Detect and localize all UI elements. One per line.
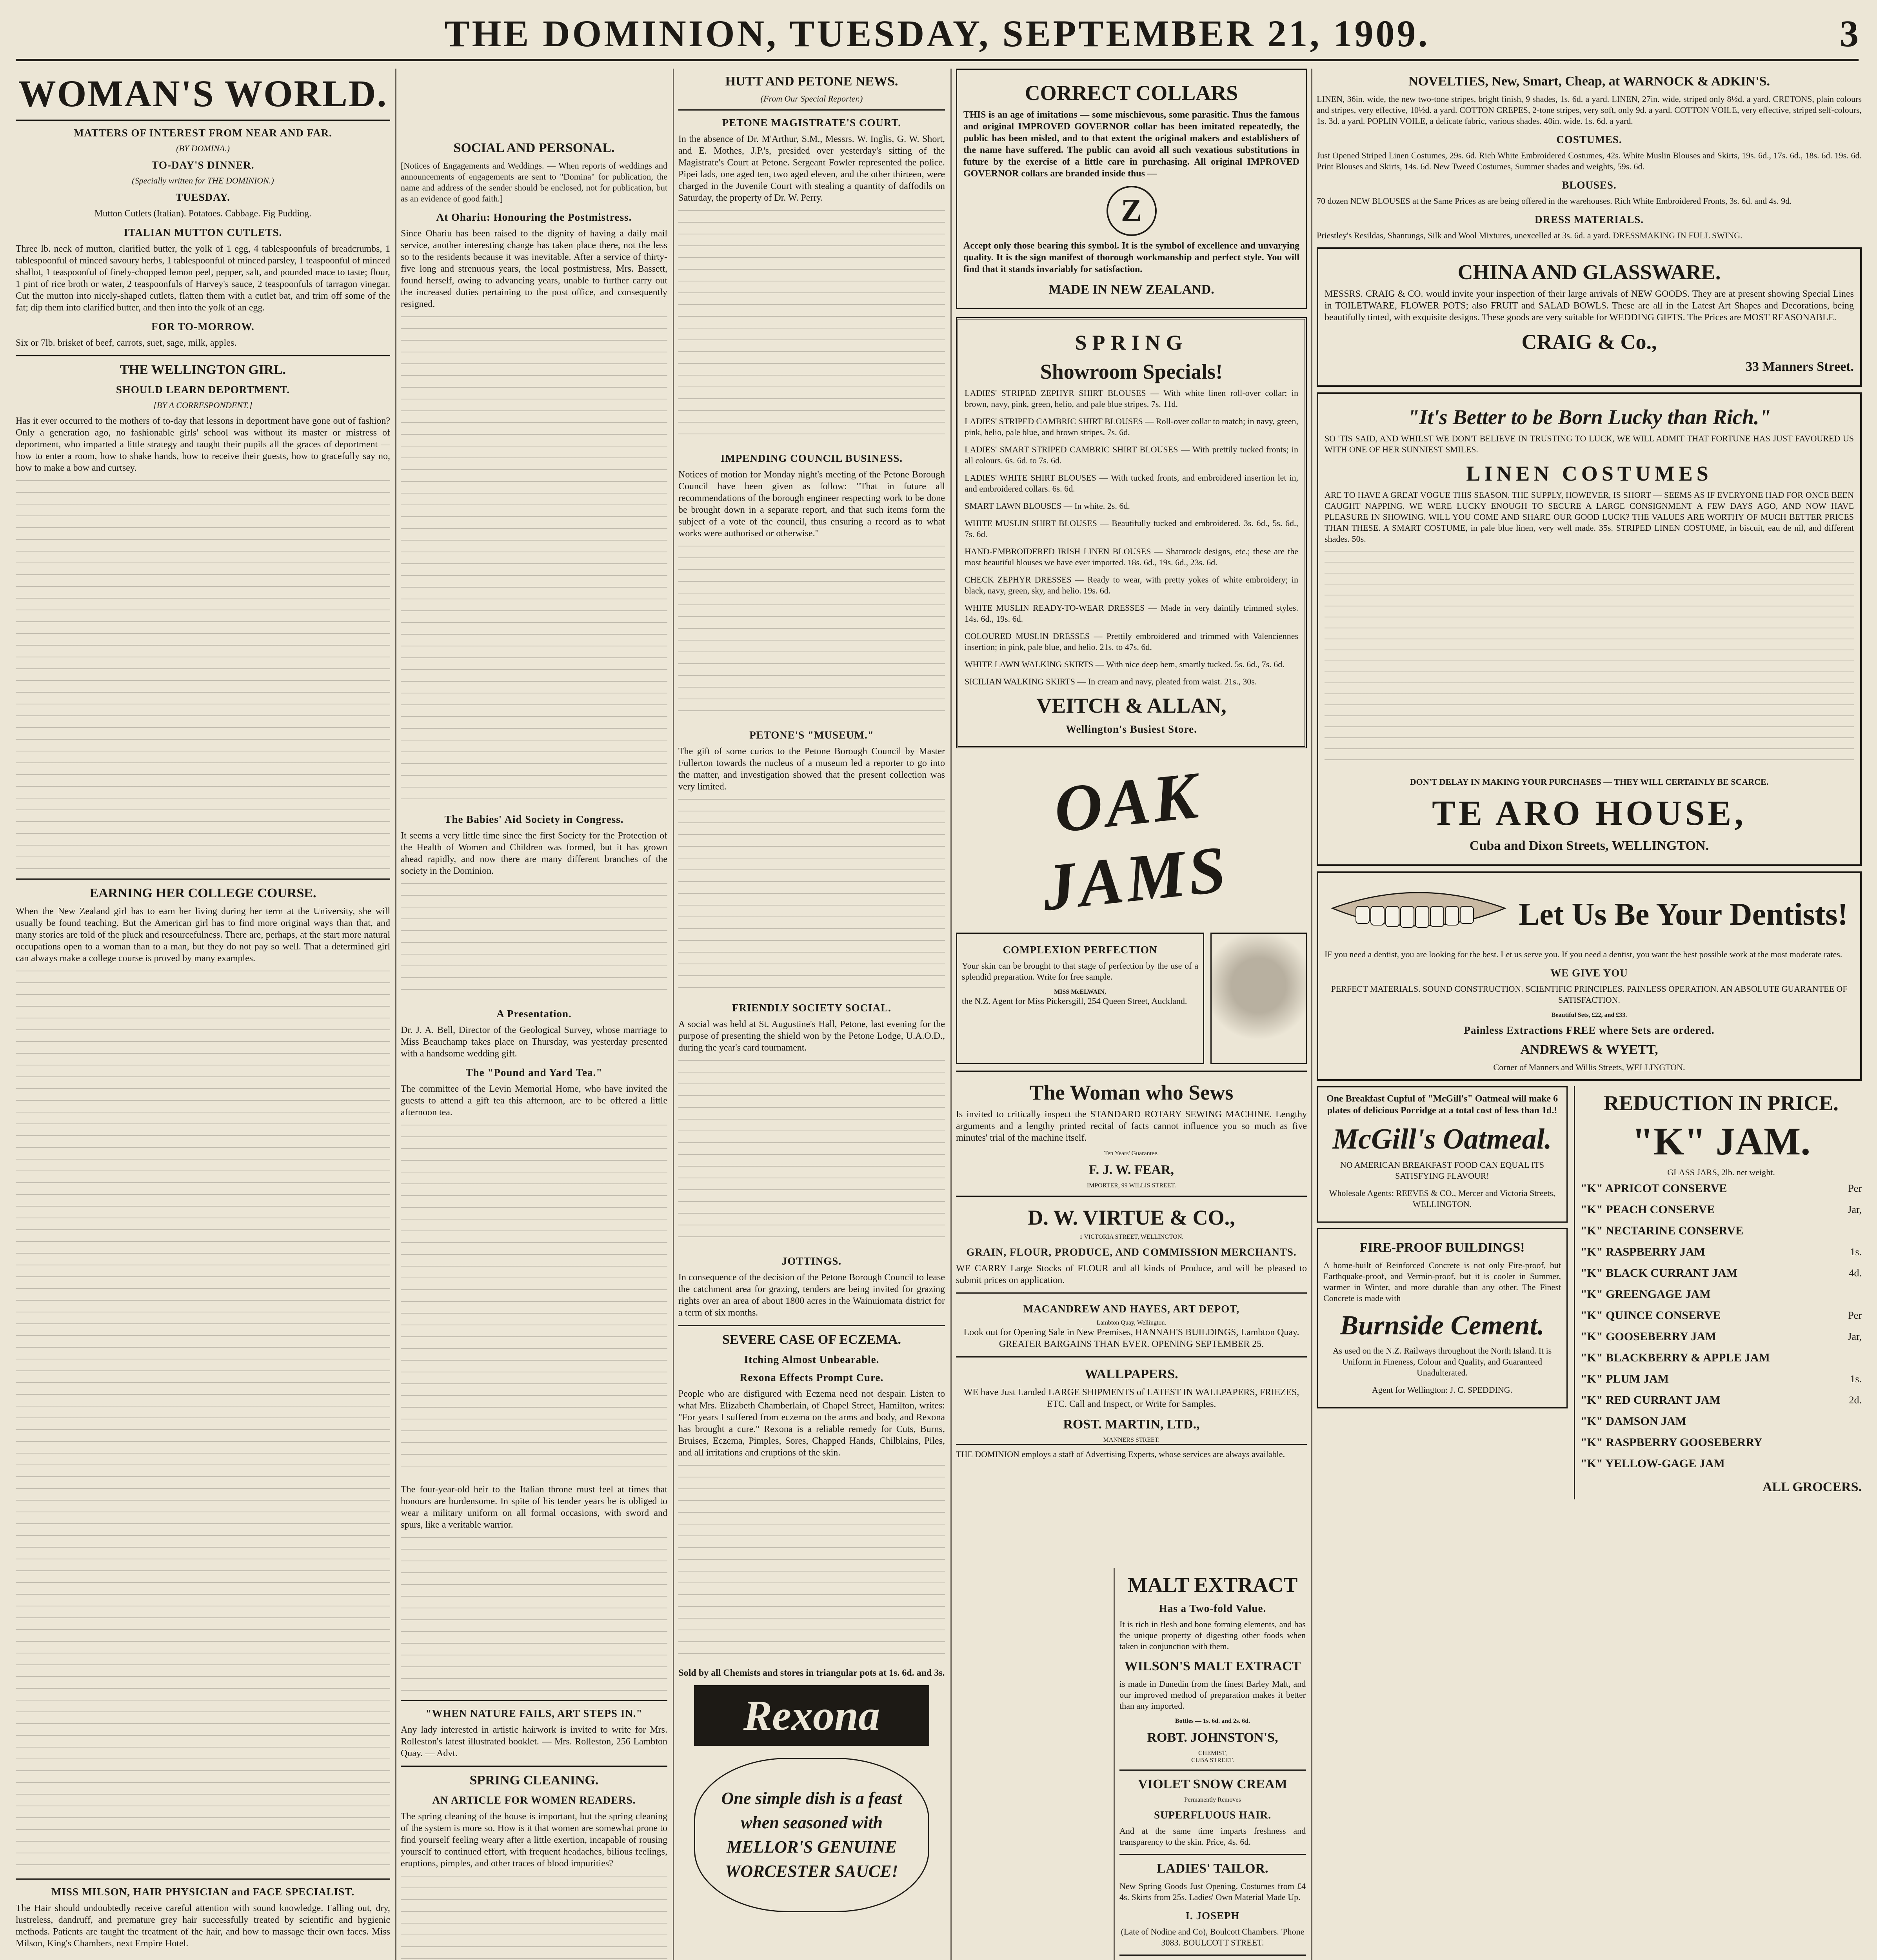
ad-text: Your skin can be brought to that stage of perfection by the use of a splendid preparation. Write for free sample.	[962, 961, 1198, 982]
article-text: Since Ohariu has been raised to the dignity of having a daily mail service, another interesting change has taken place there, not the less so to the residents because it was inevitable. After a service of thirty-five long and strenuous years, the local postmistress, Mrs. Bassett, found herself, owing to advancing years, unable to further carry out the increased duties pertaining to the post office, and consequently resigned.	[401, 229, 667, 309]
ad-text: A home-built of Reinforced Concrete is not only Fire-proof, but Earthquake-proof, and Vermin-proof, but it is cooler in Summer, warmer in Winter, and more durable than any other. The Finest Concrete is made with	[1323, 1260, 1561, 1303]
portrait-illustration	[1210, 933, 1307, 1064]
ad-text: PERFECT MATERIALS. SOUND CONSTRUCTION. SCIENTIFIC PRINCIPLES. PAINLESS OPERATION. AN ABSOLUTE GUARANTEE OF SATISFACTION.	[1331, 984, 1848, 1005]
article-text: It seems a very little time since the first Society for the Protection of the Health of Women and Children was formed, but it has grown ahead rapidly, and now there are many different branches of the society in the Dominion.	[401, 831, 667, 876]
section-heading: WOMAN'S WORLD.	[18, 73, 388, 114]
oak-jams-logo: OAK JAMS	[1039, 758, 1232, 925]
ad-subheading: COSTUMES.	[1556, 134, 1622, 145]
text-filler	[678, 546, 945, 722]
spring-item: LADIES' SMART STRIPED CAMBRIC SHIRT BLOUSES — With prettily tucked fronts; in all colours. 6s. 6d. to 7s. 6d.	[965, 445, 1298, 465]
jam-item	[1581, 1368, 1862, 1390]
ad-text: And at the same time imparts freshness and transparency to the skin. Price, 4s. 6d.	[1119, 1826, 1306, 1847]
ad-name: ROST. MARTIN, LTD.,	[1063, 1417, 1200, 1432]
column-rule	[395, 69, 396, 1960]
article-heading: FRIENDLY SOCIETY SOCIAL.	[732, 1002, 891, 1014]
jam-item-price: 2d.	[1849, 1394, 1862, 1406]
text-filler	[678, 1465, 945, 1661]
spring-item: LADIES' WHITE SHIRT BLOUSES — With tucked fronts, and embroidered insertion let in, and embroidered collars. 6s. 6d.	[965, 473, 1298, 494]
ad-address: the N.Z. Agent for Miss Pickersgill, 254 Queen Street, Auckland.	[962, 996, 1187, 1006]
complexion-ad	[956, 933, 1204, 1064]
spring-item: CHECK ZEPHYR DRESSES — Ready to wear, with pretty yokes of white embroidery; in black, navy, green, sky, and helio. 19s. 6d.	[965, 575, 1298, 595]
ad-name: ROBT. JOHNSTON'S,	[1147, 1730, 1278, 1745]
article-subheading: SHOULD LEARN DEPORTMENT.	[116, 384, 290, 396]
article-heading: JOTTINGS.	[781, 1255, 842, 1267]
ad-address: 33 Manners Street.	[1745, 359, 1854, 374]
ad-heading: CORRECT COLLARS	[1025, 81, 1238, 105]
page-number: 3	[1840, 13, 1859, 54]
jam-item-name: "K" BLACK CURRANT JAM	[1581, 1267, 1738, 1279]
text-filler	[401, 1125, 667, 1477]
spring-item: WHITE MUSLIN READY-TO-WEAR DRESSES — Made in very daintily trimmed styles. 14s. 6d., 19s. 6d.	[965, 603, 1298, 624]
te-aro-house-ad	[1317, 392, 1862, 866]
article-heading: ITALIAN MUTTON CUTLETS.	[124, 227, 282, 238]
article-day: TUESDAY.	[176, 191, 230, 203]
article-heading: PETONE MAGISTRATE'S COURT.	[722, 117, 901, 129]
article-text: A social was held at St. Augustine's Hall, Petone, last evening for the purpose of presenting the shield won by the Petone Lodge, U.A.O.D., during the year's card tournament.	[678, 1019, 945, 1053]
jam-item	[1581, 1390, 1862, 1411]
divider	[16, 355, 390, 356]
ad-subheading: DRESS MATERIALS.	[1534, 214, 1644, 225]
jam-list	[1581, 1178, 1862, 1474]
ad-name: CRAIG & Co.,	[1521, 330, 1657, 354]
divider	[1119, 1769, 1306, 1771]
ad-subheading: GRAIN, FLOUR, PRODUCE, AND COMMISSION MERCHANTS.	[966, 1246, 1297, 1258]
ad-text: New Spring Goods Just Opening. Costumes from £4 4s. Skirts from 25s. Ladies' Own Material Made Up.	[1119, 1881, 1306, 1902]
jam-item	[1581, 1411, 1862, 1432]
ad-subheading: Itching Almost Unbearable.	[744, 1354, 879, 1365]
jam-item-name: "K" RED CURRANT JAM	[1581, 1394, 1721, 1406]
ad-heading: CHINA AND GLASSWARE.	[1457, 260, 1721, 284]
column-right-ads	[1317, 69, 1862, 1960]
ad-heading: COMPLEXION PERFECTION	[1003, 944, 1157, 956]
ad-price: Sold by all Chemists and stores in triangular pots at 1s. 6d. and 3s.	[678, 1668, 945, 1678]
ad-text: Accept only those bearing this symbol. It is the symbol of excellence and unvarying quality. It is the sign manifest of thorough workmanship and perfect style. You will find that it stands invariably for satisfaction.	[963, 241, 1299, 274]
column-rule	[1311, 69, 1312, 1960]
ad-address: Lambton Quay, Wellington.	[1096, 1319, 1167, 1326]
ad-subheading: WE GIVE YOU	[1550, 967, 1628, 979]
k-jam-ad	[1574, 1086, 1862, 1499]
jam-item-name: "K" NECTARINE CONSERVE	[1581, 1224, 1744, 1237]
ad-text: is made in Dunedin from the finest Barley Malt, and our improved method of preparation makes it better than any imported.	[1119, 1679, 1306, 1711]
jam-item	[1581, 1199, 1862, 1220]
ad-heading: WALLPAPERS.	[1085, 1367, 1178, 1381]
jam-item	[1581, 1220, 1862, 1241]
ad-store-name: VEITCH & ALLAN,	[1036, 694, 1227, 717]
article-text: The spring cleaning of the house is important, but the spring cleaning of the system is more so. How is it that women are somewhat prone to find yourself feeling weary after a little exertion, incapable of rousing yourself to continued effort, with frequent headaches, bilious feelings, eruptions, pimples, and other traces of blood impurities?	[401, 1811, 667, 1869]
jam-item-name: "K" GREENGAGE JAM	[1581, 1288, 1711, 1301]
text-filler	[678, 210, 945, 445]
ad-text: Look out for Opening Sale in New Premises, HANNAH'S BUILDINGS, Lambton Quay. GREATER BARGAINS THAN EVER. OPENING SEPTEMBER 25.	[963, 1327, 1299, 1349]
ad-guarantee: Ten Years' Guarantee.	[1104, 1150, 1159, 1157]
article-text: Three lb. neck of mutton, clarified butter, the yolk of 1 egg, 4 tablespoonfuls of breadcrumbs, 1 tablespoonful of minced savoury herbs, 1 tablespoonful of minced parsley, 1 teaspoonful of minced shallot, 1 teaspoonful of finely-chopped lemon peel, pepper, salt, and pounded mace to taste; flour, 1 pint of rice broth or water, 2 teaspoonfuls of Harvey's sauce, 2 teaspoonfuls of tarragon vinegar. Cut the mutton into nicely-shaped cutlets, flatten them with a cutlet bat, and trim off some of the fat; dip them into clarified butter, and then into the yolk of an egg.	[16, 244, 390, 313]
column-social	[401, 69, 667, 1960]
jam-item-price: 1s.	[1850, 1246, 1862, 1258]
ad-name: I. JOSEPH	[1185, 1910, 1240, 1922]
ad-heading: Showroom Specials!	[1040, 360, 1223, 383]
jam-item	[1581, 1263, 1862, 1284]
spring-specials-ad	[956, 317, 1307, 748]
spring-items-list	[965, 388, 1298, 687]
macandrew-ad	[956, 1292, 1307, 1350]
ad-heading: NOVELTIES, New, Smart, Cheap, at WARNOCK & ADKIN'S.	[1408, 74, 1770, 89]
ad-text: NO AMERICAN BREAKFAST FOOD CAN EQUAL ITS SATISFYING FLAVOUR!	[1340, 1160, 1544, 1181]
ad-address: IMPORTER, 99 WILLIS STREET.	[1087, 1182, 1176, 1189]
ad-heading: FIRE-PROOF BUILDINGS!	[1359, 1240, 1525, 1255]
ad-heading: LADIES' TAILOR.	[1157, 1861, 1268, 1876]
ad-text: One Breakfast Cupful of "McGill's" Oatmeal will make 6 plates of delicious Porridge at a total cost of less than 1d.!	[1326, 1094, 1558, 1116]
jam-item-price: Jar,	[1848, 1204, 1862, 1215]
ad-subheading: LINEN COSTUMES	[1466, 462, 1712, 485]
article-text: When the New Zealand girl has to earn her living during her term at the University, she will usually be found teaching. But the American girl has to find more original ways than that, and many stories are told of the pluck and resourcefulness. There are, perhaps, at the start more natural occupations open to a woman than to a man, but they do not pay so well. That a determined girl can always make a college course is proved by many examples.	[16, 906, 390, 964]
ad-sub: CHEMIST,	[1198, 1750, 1227, 1757]
ad-address: MANNERS STREET.	[1103, 1437, 1160, 1443]
jam-item-name: "K" APRICOT CONSERVE	[1581, 1182, 1727, 1195]
ad-text: SO 'TIS SAID, AND WHILST WE DON'T BELIEVE IN TRUSTING TO LUCK, WE WILL ADMIT THAT FORTUNE HAS JUST FAVOURED US WITH ONE OF HER SUNNIEST SMILES.	[1325, 434, 1854, 454]
masthead	[16, 12, 1859, 61]
section-subheading: MATTERS OF INTEREST FROM NEAR AND FAR.	[74, 127, 332, 139]
divider	[16, 1878, 390, 1880]
article-heading: PETONE'S "MUSEUM."	[749, 729, 874, 741]
article-heading: MISS MILSON, HAIR PHYSICIAN and FACE SPECIALIST.	[51, 1886, 355, 1898]
ad-heading: REDUCTION IN PRICE.	[1604, 1091, 1839, 1115]
article-heading: SPRING CLEANING.	[469, 1773, 599, 1788]
ad-heading: SPRING	[1075, 331, 1188, 354]
ad-text: WE CARRY Large Stocks of FLOUR and all kinds of Produce, and will be pleased to submit prices on application.	[956, 1263, 1307, 1285]
jam-item-price: 4d.	[1849, 1267, 1862, 1279]
spring-item: SMART LAWN BLOUSES — In white. 2s. 6d.	[965, 501, 1130, 511]
jam-item	[1581, 1432, 1862, 1453]
burnside-cement-ad	[1317, 1228, 1568, 1408]
ad-address: Cuba and Dixon Streets, WELLINGTON.	[1469, 838, 1709, 853]
article-subheading: At Ohariu: Honouring the Postmistress.	[436, 211, 632, 223]
text-filler	[401, 1537, 667, 1694]
column-small-ads	[1114, 1568, 1306, 1960]
spring-item: LADIES' STRIPED ZEPHYR SHIRT BLOUSES — With white linen roll-over collar; in brown, navy, pink, green, helio, and pale blue stripes. 7s. 11d.	[965, 388, 1298, 409]
ad-text: ARE TO HAVE A GREAT VOGUE THIS SEASON. THE SUPPLY, HOWEVER, IS SHORT — SEEMS AS IF EVERYONE HAD FOR ONCE BEEN CAUGHT NAPPING. WE WERE LUCKY ENOUGH TO SECURE A LARGE CONSIGNMENT A FEW DAYS AGO, AND NOW HAVE PLEASURE IN SHOWING. WILL YOU COME AND SHARE OUR GOOD LUCK? THE VALUES ARE WORTHY OF MUCH BETTER PRICES THAN THESE. A SMART COSTUME, in pale blue linen, very well made. 35s. STRIPED LINEN COSTUME, in biscuit, eau de nil, and different shades. 50s.	[1325, 490, 1854, 544]
ad-footer: DON'T DELAY IN MAKING YOUR PURCHASES — THEY WILL CERTAINLY BE SCARCE.	[1410, 777, 1769, 787]
ad-heading: D. W. VIRTUE & CO.,	[1028, 1206, 1235, 1229]
text-filler	[16, 480, 390, 872]
jam-item	[1581, 1178, 1862, 1199]
ad-subheading: Permanently Removes	[1184, 1797, 1241, 1803]
column-womans-world	[16, 69, 390, 1960]
ad-text: MESSRS. CRAIG & CO. would invite your inspection of their large arrivals of NEW GOODS. They are at present showing Special Lines in TOILETWARE, FLOWER POTS; also FRUIT and SALAD BOWLS. These are all in the Latest Art Shapes and Decorations, being beautifully tinted, with exquisite designs. These goods are very suitable for WEDDING GIFTS. The Prices are MOST REASONABLE.	[1325, 289, 1854, 323]
article-heading: IMPENDING COUNCIL BUSINESS.	[720, 452, 903, 464]
article-text: Dr. J. A. Bell, Director of the Geological Survey, whose marriage to Miss Beauchamp takes place on Thursday, was yesterday presented with a handsome wedding gift.	[401, 1025, 667, 1059]
ad-name: McGill's Oatmeal.	[1332, 1123, 1552, 1155]
jam-item-price: Per	[1848, 1310, 1862, 1321]
section-heading: HUTT AND PETONE NEWS.	[725, 74, 898, 89]
governor-badge-icon: Z	[1107, 186, 1157, 236]
text-filler	[16, 971, 390, 1872]
dinner-menu: Mutton Cutlets (Italian). Potatoes. Cabbage. Fig Pudding.	[94, 209, 312, 219]
article-text: The Hair should undoubtedly receive careful attention with sound knowledge. Falling out, dry, lustreless, dandruff, and premature grey hair successfully treated by scientific and hygienic methods. Patients are taught the treatment of the hair, and how to massage their own faces. Miss Milson, King's Chambers, next Empire Hotel.	[16, 1903, 390, 1949]
article-note: (Specially written for THE DOMINION.)	[132, 176, 274, 185]
ad-text: WE have Just Landed LARGE SHIPMENTS of LATEST IN WALLPAPERS, FRIEZES, ETC. Call and Inspect, or Write for Samples.	[963, 1387, 1299, 1409]
ad-address: Wholesale Agents: REEVES & CO., Mercer and Victoria Streets, WELLINGTON.	[1329, 1188, 1555, 1209]
column-rule	[673, 69, 674, 1960]
ad-text: Just Opened Striped Linen Costumes, 29s. 6d. Rich White Embroidered Costumes, 42s. White Muslin Blouses and Skirts, 19s. 6d., 17s. 6d., 18s. 6d. 19s. 6d. Print Blouses and Skirts, 14s. 6d. New Tweed Costumes, Summer shades and weights, 59s. 6d.	[1317, 151, 1862, 171]
jam-item-price: 1s.	[1850, 1373, 1862, 1385]
article-heading: TO-DAY'S DINNER.	[151, 159, 254, 171]
ad-heading: VIOLET SNOW CREAM	[1138, 1777, 1287, 1791]
article-heading: "WHEN NATURE FAILS, ART STEPS IN."	[425, 1708, 643, 1719]
ad-name: Burnside Cement.	[1340, 1310, 1544, 1341]
article-note: [Notices of Engagements and Weddings. — When reports of weddings and announcements of engagements are sent to "Domina" for publication, the name and address of the sender should be enclosed, not for publication, but as an evidence of good faith.]	[401, 161, 667, 203]
ad-text: Is invited to critically inspect the STANDARD ROTARY SEWING MACHINE. Lengthy arguments and a lengthy printed recital of facts cannot influence you so much as five minutes' trial of the machine itself.	[956, 1109, 1307, 1143]
ad-name: "K" JAM.	[1632, 1120, 1811, 1163]
text-filler	[678, 1060, 945, 1248]
jam-item-name: "K" GOOSEBERRY JAM	[1581, 1330, 1717, 1343]
article-text: In the absence of Dr. M'Arthur, S.M., Messrs. W. Inglis, G. W. Short, and E. Mothes, J.P.'s, presided over yesterday's sitting of the Magistrate's Court at Petone. Sergeant Fowler represented the police. Pipei lads, one aged ten, two aged eleven, and the other thirteen, were charged in the Juvenile Court with stealing a quantity of daffodils on Saturday, the property of Dr. W. Perry.	[678, 134, 945, 203]
ad-subheading: Has a Two-fold Value.	[1159, 1602, 1266, 1614]
mcgill-oatmeal-ad	[1317, 1086, 1568, 1223]
jam-item-name: "K" BLACKBERRY & APPLE JAM	[1581, 1351, 1770, 1364]
ad-text: 70 dozen NEW BLOUSES at the Same Prices as are being offered in the warehouses. Rich White Embroidered Fronts, 3s. 6d. and 4s. 9d.	[1317, 196, 1792, 206]
ad-text: As used on the N.Z. Railways throughout the North Island. It is Uniform in Fineness, Colour and Quality, and Guaranteed Unadulterated.	[1332, 1346, 1552, 1377]
ad-text: It is rich in flesh and bone forming elements, and has the unique property of digesting other foods when taken in conjunction with them.	[1119, 1619, 1306, 1651]
dentist-ad	[1317, 871, 1862, 1081]
ad-name: MISS McELWAIN,	[1054, 989, 1106, 995]
article-heading: FOR TO-MORROW.	[151, 321, 254, 332]
ad-address: 1 VICTORIA STREET, WELLINGTON.	[1079, 1234, 1184, 1240]
ad-text: THIS is an age of imitations — some mischievous, some parasitic. Thus the famous and original IMPROVED GOVERNOR collar has been imitated repeatedly, the public has been misled, and to that extent the original makers and establishers of the name have suffered. The public can avoid all such vexatious substitutions in future by the exercise of a little care in purchasing. All original IMPROVED GOVERNOR collars are branded inside thus —	[963, 110, 1299, 179]
column-hutt-petone	[678, 69, 945, 1960]
article-text: Any lady interested in artistic hairwork is invited to write for Mrs. Rolleston's latest illustrated booklet. — Mrs. Rolleston, 256 Lambton Quay. — Advt.	[401, 1725, 667, 1759]
ad-address: Agent for Wellington: J. C. SPEDDING.	[1372, 1385, 1513, 1395]
jam-item-name: "K" RASPBERRY GOOSEBERRY	[1581, 1436, 1763, 1449]
ad-text: IF you need a dentist, you are looking for the best. Let us serve you. If you need a dentist, you want the best possible work at the most moderate rates.	[1325, 949, 1842, 959]
divider	[401, 1700, 667, 1701]
divider	[16, 120, 390, 121]
article-text: Six or 7lb. brisket of beef, carrots, suet, sage, milk, apples.	[16, 338, 237, 348]
ad-price: Bottles — 1s. 6d. and 2s. 6d.	[1175, 1718, 1250, 1724]
article-text: In consequence of the decision of the Petone Borough Council to lease the catchment area for grazing, tenders are being invited for grazing rights over an area of about 1800 acres in the Wainuiomata district for a term of six months.	[678, 1272, 945, 1318]
ad-address: Corner of Manners and Willis Streets, WELLINGTON.	[1493, 1062, 1685, 1072]
masthead-title: THE DOMINION, TUESDAY, SEPTEMBER 21, 1909.	[444, 13, 1430, 54]
jam-item-name: "K" QUINCE CONSERVE	[1581, 1309, 1721, 1322]
jam-item-name: "K" RASPBERRY JAM	[1581, 1245, 1705, 1258]
ad-text: Priestley's Resildas, Shantungs, Silk and Wool Mixtures, unexcelled at 3s. 6d. a yard. DRESSMAKING IN FULL SWING.	[1317, 230, 1743, 240]
jam-item	[1581, 1453, 1862, 1474]
ad-footer: ALL GROCERS.	[1762, 1480, 1862, 1494]
jam-item	[1581, 1241, 1862, 1263]
article-subheading: The "Pound and Yard Tea."	[465, 1067, 603, 1078]
jam-item	[1581, 1347, 1862, 1368]
ad-address: (Late of Nodine and Co), Boulcott Chambers. 'Phone 3083. BOULCOTT STREET.	[1121, 1927, 1305, 1947]
ad-heading: SEVERE CASE OF ECZEMA.	[722, 1332, 901, 1347]
jam-item	[1581, 1305, 1862, 1326]
ad-price: Beautiful Sets, £22, and £33.	[1551, 1012, 1627, 1018]
dominion-note: THE DOMINION employs a staff of Advertising Experts, whose services are always available.	[956, 1444, 1307, 1460]
article-text: Has it ever occurred to the mothers of to-day that lessons in deportment have gone out of fashion? Only a generation ago, no fashionable girls' school was without its master or mistress of deportment, who imparted a little strategy and taught their pupils all the graces of deportment — how to enter a room, how to shake hands, how to receive their guests, how to gracefully say no, how to make a bow and curtsey.	[16, 416, 390, 473]
ad-subheading: BLOUSES.	[1562, 179, 1617, 191]
spring-item: LADIES' STRIPED CAMBRIC SHIRT BLOUSES — Roll-over collar to match; in navy, green, pink, helio, pale blue, and brown stripes. 7s. 6d.	[965, 416, 1298, 437]
ad-text: LINEN, 36in. wide, the new two-tone stripes, bright finish, 9 shades, 1s. 6d. a yard. LINEN, 27in. wide, striped only 8½d. a yard. CRETONS, plain colours and stripes, very effective, 10½d. a yard. COTTON CREPES, 2-tone stripes, very soft, only 9d. a yard. COTTON VOILE, very effective, striped self-colours, 1s. 3d. a yard. POPLIN VOILE, a delicate fabric, various shades. 40in. wide. 1s. 6d. a yard.	[1317, 94, 1862, 126]
divider	[1119, 1854, 1306, 1855]
article-heading: SOCIAL AND PERSONAL.	[453, 141, 615, 155]
article-text: Notices of motion for Monday night's meeting of the Petone Borough Council have been given as follow: "That in future all recommendations of the borough engineer respecting work to be done be brought down in a separate report, and that such items form the subject of a vote of the council, thus ensuring a record as to what works were authorised or otherwise."	[678, 470, 945, 539]
ad-subheading: GLASS JARS, 2lb. net weight.	[1667, 1167, 1775, 1177]
jam-item-price: Jar,	[1848, 1331, 1862, 1342]
divider	[401, 1766, 667, 1767]
virtue-ad	[956, 1196, 1307, 1286]
wallpapers-ad	[956, 1356, 1307, 1444]
divider	[678, 1325, 945, 1326]
spring-item: WHITE MUSLIN SHIRT BLOUSES — Beautifully tucked and embroidered. 3s. 6d., 5s. 6d., 7s. 6d.	[965, 518, 1298, 539]
article-text: The committee of the Levin Memorial Home, who have invited the guests to attend a gift tea this afternoon, are to be offered a little afternoon tea.	[401, 1084, 667, 1118]
article-text: The four-year-old heir to the Italian throne must feel at times that honours are burdensome. In spite of his tender years he is obliged to wear a military uniform on all formal occasions, with sword and spurs, like a veritable warrior.	[401, 1485, 667, 1530]
ad-footer: MADE IN NEW ZEALAND.	[1048, 282, 1214, 297]
jam-item-price: Per	[1848, 1183, 1862, 1194]
spring-item: HAND-EMBROIDERED IRISH LINEN BLOUSES — Shamrock designs, etc.; these are the most beautiful blouses we have ever imported. 18s. 6d., 19s. 6d., 23s. 6d.	[965, 546, 1298, 567]
ad-address: CUBA STREET.	[1191, 1757, 1234, 1764]
text-filler	[401, 316, 667, 806]
teeth-plate-icon	[1325, 885, 1513, 944]
jam-item-name: "K" PLUM JAM	[1581, 1372, 1669, 1385]
ad-subheading: SUPERFLUOUS HAIR.	[1154, 1809, 1272, 1821]
ad-subheading: Painless Extractions FREE where Sets are ordered.	[1464, 1024, 1715, 1036]
jam-item-name: "K" PEACH CONSERVE	[1581, 1203, 1715, 1216]
ad-heading: "It's Better to be Born Lucky than Rich."	[1407, 405, 1771, 429]
text-filler	[401, 1876, 667, 1960]
article-subheading: A Presentation.	[496, 1008, 572, 1020]
article-subheading: AN ARTICLE FOR WOMEN READERS.	[432, 1794, 636, 1806]
ad-heading: MALT EXTRACT	[1127, 1573, 1298, 1597]
china-glassware-ad	[1317, 247, 1862, 387]
ad-name: F. J. W. FEAR,	[1089, 1163, 1174, 1177]
ad-text: People who are disfigured with Eczema need not despair. Listen to what Mrs. Elizabeth Chamberlain, of Chapel Street, Hamilton, writes: "For years I suffered from eczema on the arms and body, and Rexona has brought a cure." Rexona is a reliable remedy for Cuts, Burns, Bruises, Eczema, Pimples, Sores, Chapped Hands, Chilblains, Piles, and all irritations and eruptions of the skin.	[678, 1389, 945, 1458]
ad-subheading: Rexona Effects Prompt Cure.	[740, 1372, 884, 1383]
ad-heading: Let Us Be Your Dentists!	[1519, 897, 1848, 932]
spring-item: SICILIAN WALKING SKIRTS — In cream and navy, pleated from waist. 21s., 30s.	[965, 677, 1257, 686]
byline: [BY A CORRESPONDENT.]	[153, 400, 253, 410]
ad-heading: The Woman who Sews	[1029, 1081, 1234, 1104]
ad-heading: WILSON'S MALT EXTRACT	[1124, 1659, 1301, 1673]
divider	[678, 109, 945, 111]
jam-item-name: "K" YELLOW-GAGE JAM	[1581, 1457, 1725, 1470]
article-heading: THE WELLINGTON GIRL.	[120, 363, 286, 377]
text-filler	[1325, 551, 1854, 770]
byline: (From Our Special Reporter.)	[760, 94, 863, 103]
ad-name: ANDREWS & WYETT,	[1520, 1042, 1658, 1057]
text-filler	[401, 883, 667, 1001]
spring-item: WHITE LAWN WALKING SKIRTS — With nice deep hem, smartly tucked. 5s. 6d., 7s. 6d.	[965, 659, 1285, 669]
jam-item-name: "K" DAMSON JAM	[1581, 1415, 1686, 1428]
mellors-sauce-ad: One simple dish is a feast when seasoned with MELLOR'S GENUINE WORCESTER SAUCE!	[694, 1758, 929, 1912]
rexona-logo: Rexona	[694, 1685, 929, 1746]
divider	[1119, 1955, 1306, 1956]
ad-store-sub: Wellington's Busiest Store.	[1066, 723, 1197, 735]
jam-item	[1581, 1326, 1862, 1347]
rotary-sewing-ad	[956, 1071, 1307, 1189]
article-heading: EARNING HER COLLEGE COURSE.	[89, 886, 316, 900]
column-rule	[950, 69, 952, 1960]
jam-item	[1581, 1284, 1862, 1305]
divider	[16, 878, 390, 880]
ad-heading: MACANDREW AND HAYES, ART DEPOT,	[1023, 1303, 1240, 1315]
byline: (BY DOMINA.)	[176, 143, 230, 153]
text-filler	[678, 799, 945, 995]
ad-name: TE ARO HOUSE,	[1432, 794, 1746, 833]
spring-item: COLOURED MUSLIN DRESSES — Prettily embroidered and trimmed with Valenciennes insertion; in pink, pale blue, and helio. 21s. to 47s. 6d.	[965, 631, 1298, 652]
article-text: The gift of some curios to the Petone Borough Council by Master Fullerton towards the nucleus of a museum led a reporter to go into the matter, and investigation showed that the present collection was very limited.	[678, 746, 945, 792]
correct-collars-ad	[956, 69, 1307, 309]
article-subheading: The Babies' Aid Society in Congress.	[444, 813, 624, 825]
